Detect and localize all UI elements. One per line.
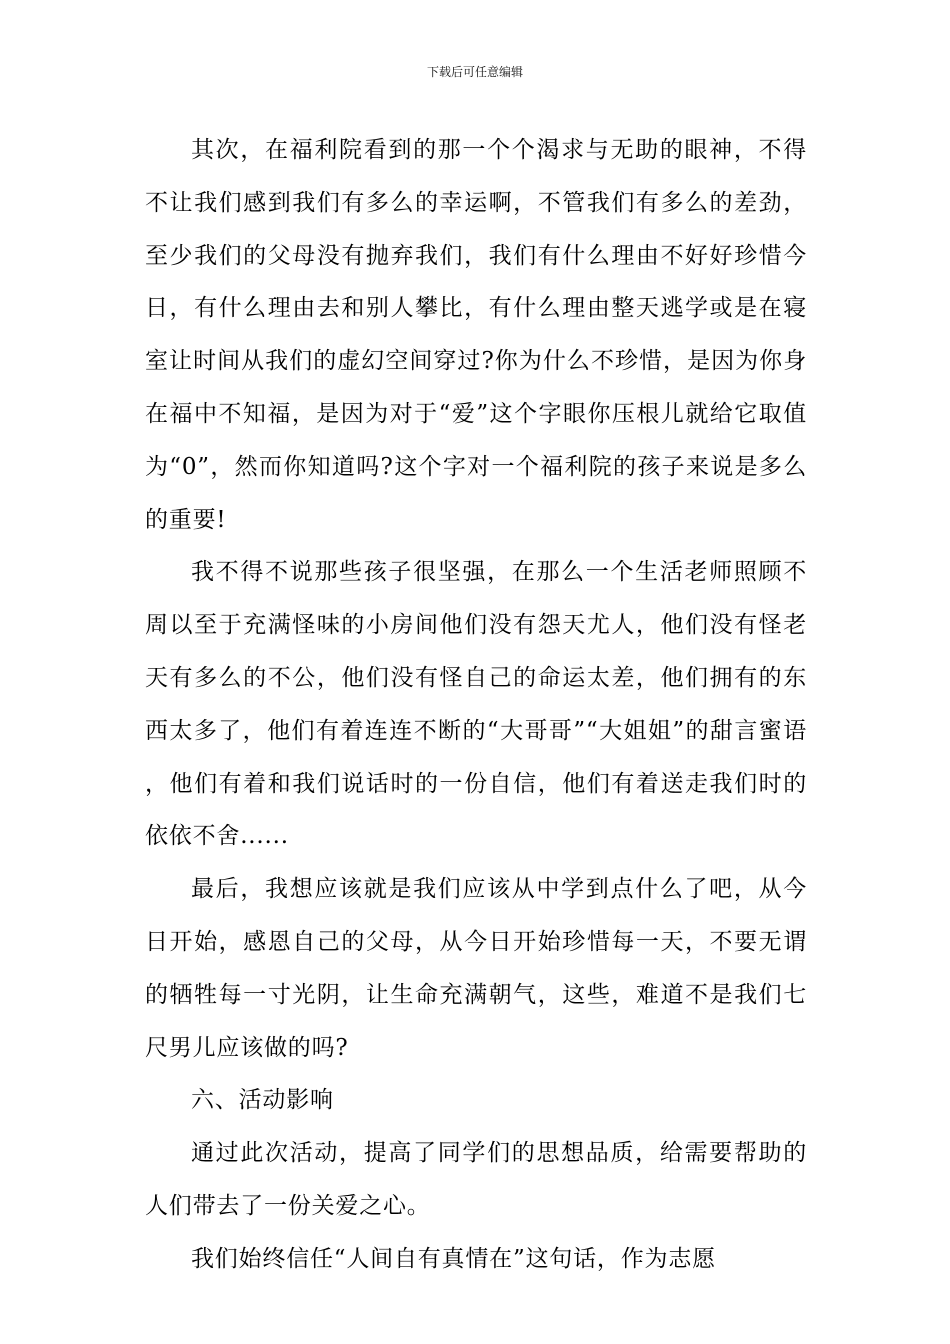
paragraph-conclusion: 最后，我想应该就是我们应该从中学到点什么了吧，从今日开始，感恩自己的父母，从今日开始珍惜每一天，不要无谓的牺牲每一寸光阴，让生命充满朝气，这些，难道不是我们七尺男儿应该做的吗? [145, 876, 807, 1061]
paragraph-volunteer-belief: 我们始终信任“人间自有真情在”这句话，作为志愿 [191, 1245, 716, 1272]
paragraph-activity-impact: 通过此次活动，提高了同学们的思想品质，给需要帮助的人们带去了一份关爱之心。 [145, 1140, 807, 1219]
section-heading-activity-impact: 六、活动影响 [191, 1087, 334, 1114]
paragraph-orphanage-reflection: 其次，在福利院看到的那一个个渴求与无助的眼神，不得不让我们感到我们有多么的幸运啊，不管我们有多么的差劲，至少我们的父母没有抛弃我们，我们有什么理由不好好珍惜今日，有什么理由去和别人攀比，有什么理由整天逃学或是在寝室让时间从我们的虚幻空间穿过?你为什么不珍惜，是因为你身在福中不知福，是因为对于“爱”这个字眼你压根儿就给它取值为“0”，然而你知道吗?这个字对一个福利院的孩子来说是多么的重要! [145, 137, 807, 533]
document-body [145, 124, 807, 1286]
paragraph-children-strength: 我不得不说那些孩子很坚强，在那么一个生活老师照顾不周以至于充满怪味的小房间他们没有怨天尤人，他们没有怪老天有多么的不公，他们没有怪自己的命运太差，他们拥有的东西太多了，他们有着连连不断的“大哥哥”“大姐姐”的甜言蜜语，他们有着和我们说话时的一份自信，他们有着送走我们时的依依不舍...... [145, 559, 807, 850]
page-header: 下载后可任意编辑 [426, 65, 523, 79]
